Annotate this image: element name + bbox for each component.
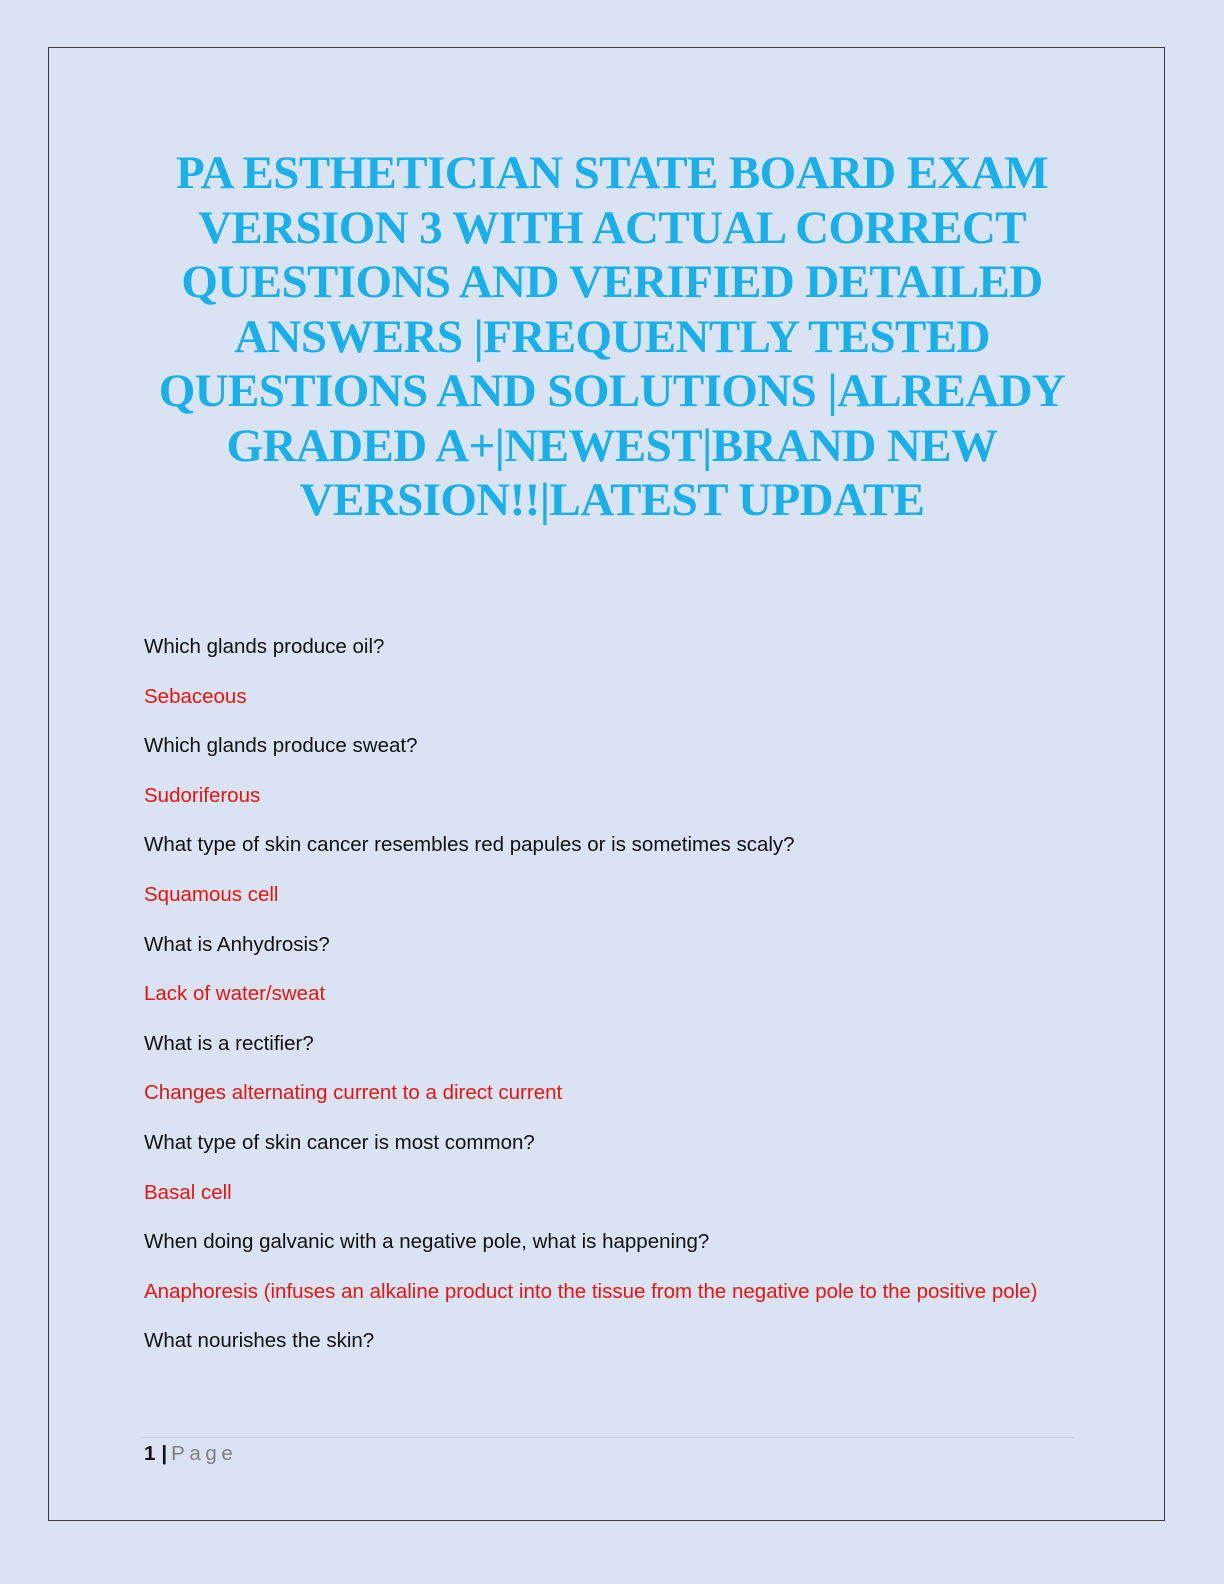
answer-text: Changes alternating current to a direct current (144, 1081, 563, 1105)
question-text: When doing galvanic with a negative pole, what is happening? (144, 1230, 710, 1254)
question-text: What type of skin cancer is most common? (144, 1130, 535, 1154)
footer-separator: | (161, 1442, 168, 1465)
answer-text: Sudoriferous (144, 783, 261, 807)
document-title: PA ESTHETICIAN STATE BOARD EXAM VERSION 3 WITH ACTUAL CORRECT QUESTIONS AND VERIFIED DETAILED ANSWERS |FREQUENTLY TESTED QUESTIONS AND SOLUTIONS |ALREADY GRADED A+|NEWEST|BRAND NEW VERSION!!|LATEST UPDATE (158, 147, 1066, 526)
answer-text: Lack of water/sweat (144, 982, 326, 1006)
page-number: 1 (144, 1442, 156, 1465)
page-footer (144, 1440, 237, 1468)
question-text: What nourishes the skin? (144, 1329, 375, 1353)
answer-text: Anaphoresis (infuses an alkaline product into the tissue from the negative pole to the positive pole) (144, 1279, 1038, 1303)
answer-text: Squamous cell (144, 882, 279, 906)
question-text: Which glands produce oil? (144, 635, 385, 658)
question-text: What is Anhydrosis? (144, 932, 330, 956)
footer-divider (140, 1437, 1074, 1438)
page-label: Page (171, 1442, 238, 1465)
question-text: Which glands produce sweat? (144, 734, 418, 758)
answer-text: Basal cell (144, 1180, 232, 1204)
question-text: What type of skin cancer resembles red papules or is sometimes scaly? (144, 833, 795, 857)
qa-list (144, 630, 1064, 1374)
answer-text: Sebaceous (144, 684, 247, 708)
question-text: What is a rectifier? (144, 1031, 314, 1055)
